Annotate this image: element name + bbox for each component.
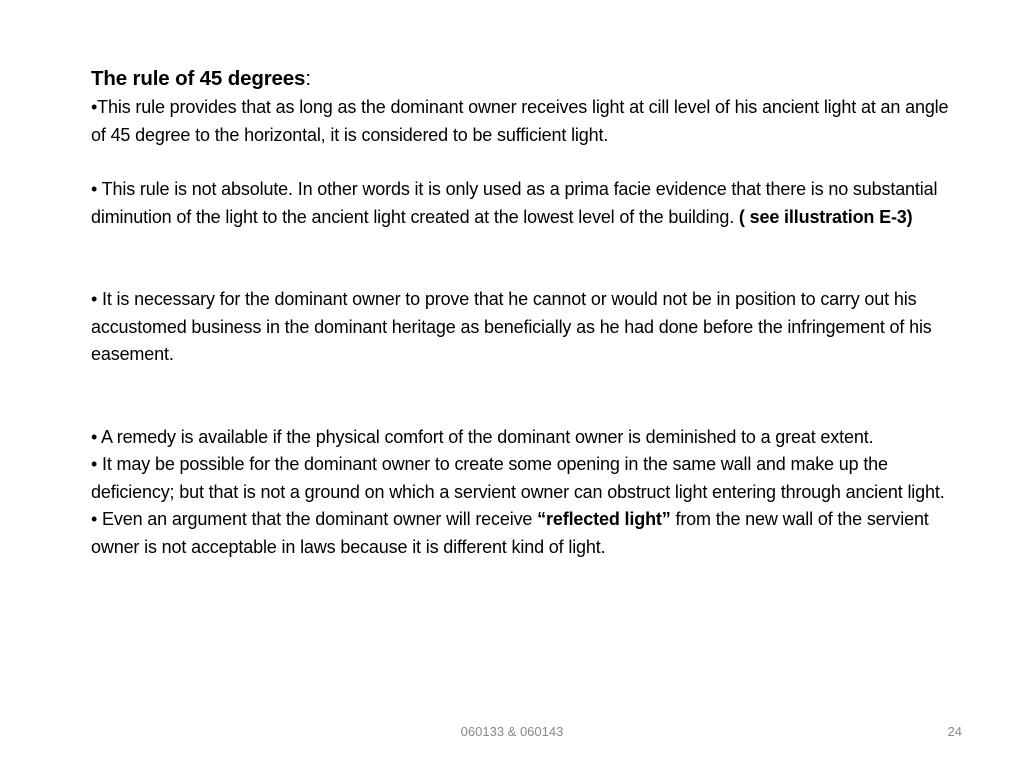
bullet-paragraph-5: • It may be possible for the dominant owner to create some opening in the same wall and make up the deficiency; but that is not a ground on which a servient owner can obstruct light entering through ancient light. [91,454,945,502]
bullet-paragraph-4: • A remedy is available if the physical comfort of the dominant owner is deminished to a great extent. [91,426,874,447]
footer-student-ids: 060133 & 060143 [460,724,564,739]
bullet-paragraph-3: • It is necessary for the dominant owner to prove that he cannot or would not be in position to carry out his accustomed business in the dominant heritage as beneficially as he had done before the infringement of his easement. [91,289,932,364]
bullet-paragraph-6-text-before: • Even an argument that the dominant owner will receive [91,509,538,529]
bullet-paragraph-6-text-after: from the new wall of the servient owner is not acceptable in laws because it is different kind of light. [91,509,929,557]
slide-title [91,64,966,94]
slide-title-colon: : [305,67,311,90]
bullet-paragraph-2-text: • This rule is not absolute. In other words it is only used as a prima facie evidence that there is no substantial diminution of the light to the ancient light created at the lowest level of the building. [91,179,938,227]
reflected-light-term: “reflected light” [537,509,671,529]
bullet-paragraph-2 [91,176,966,231]
spacer [91,149,966,176]
slide-content [91,64,966,561]
footer-page-number: 24 [947,724,962,739]
slide-title-text: The rule of 45 degrees [91,67,306,90]
illustration-reference: ( see illustration E-3) [738,206,913,227]
spacer [91,369,966,424]
bullet-paragraph-1: •This rule provides that as long as the dominant owner receives light at cill level of his ancient light at an angle of 45 degree to the horizontal, it is considered to be sufficient light. [91,97,949,145]
spacer [91,231,966,286]
bullet-paragraph-6 [91,506,966,561]
